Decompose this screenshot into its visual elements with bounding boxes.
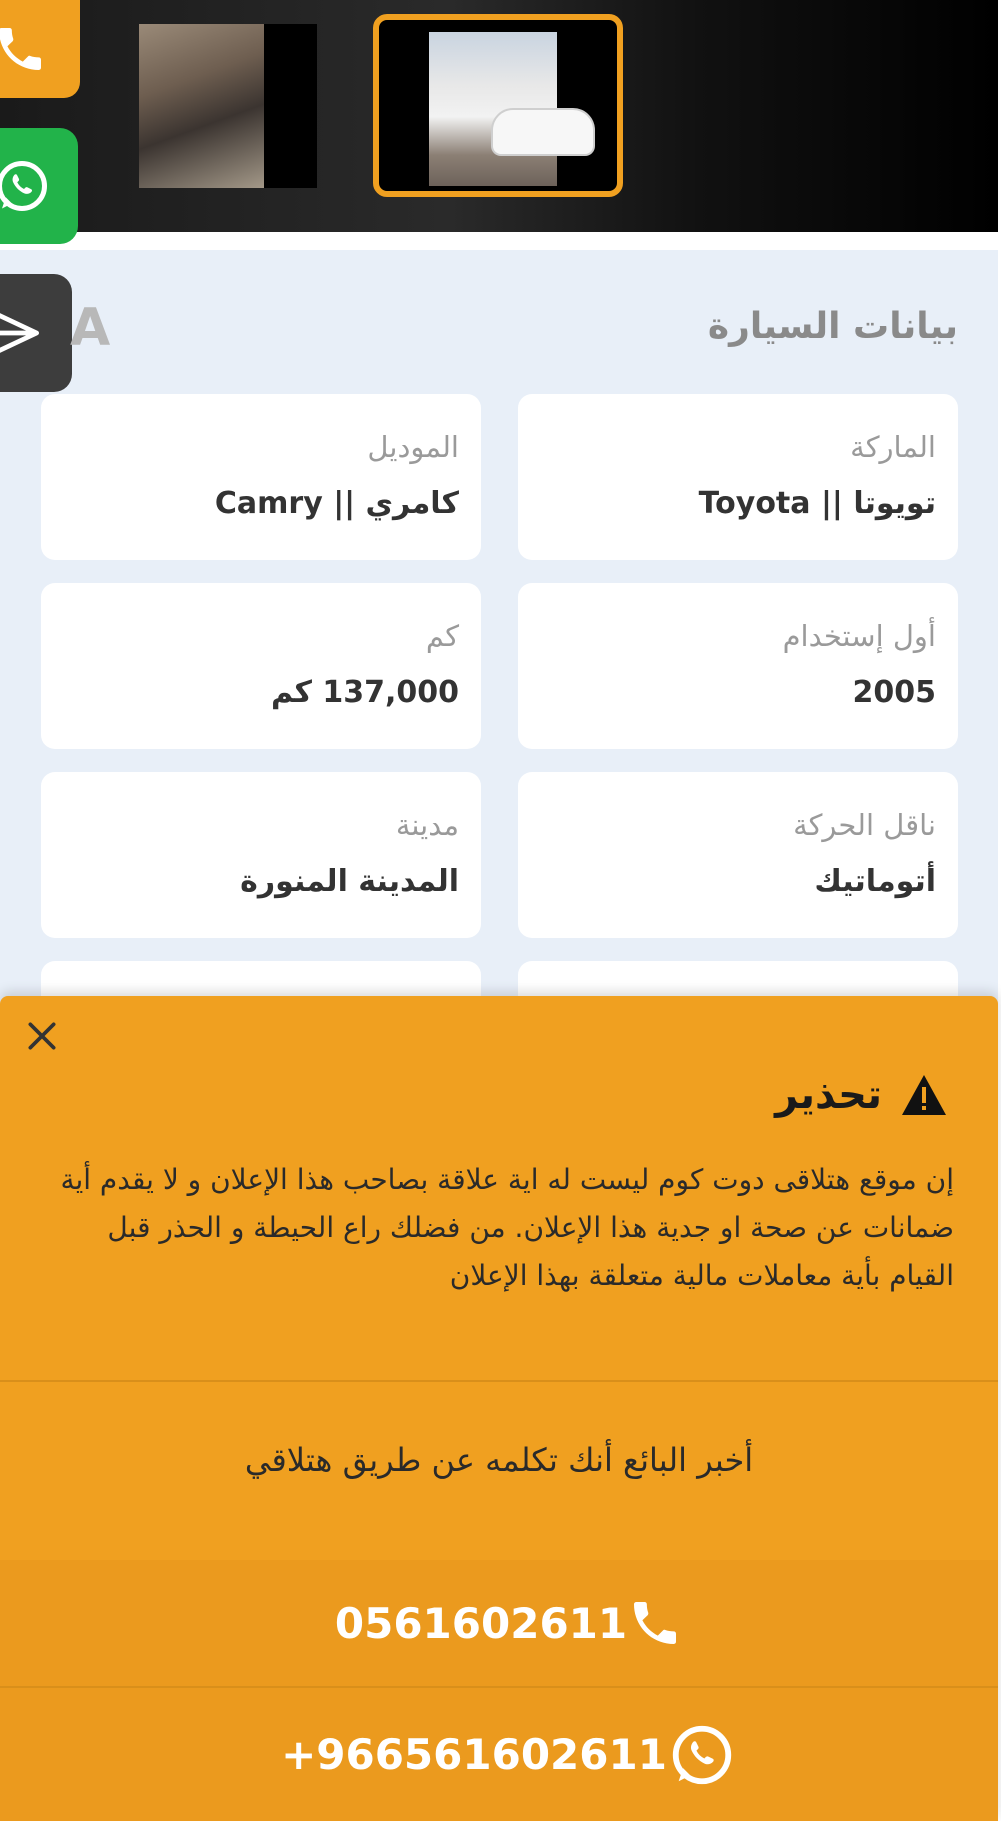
gallery-thumbnail[interactable] (139, 24, 317, 188)
font-size-label: A (70, 298, 111, 358)
spec-label: مدينة (395, 808, 459, 842)
whatsapp-contact-button[interactable] (0, 1688, 998, 1821)
spec-value: تويوتا || Toyota (698, 486, 936, 521)
warning-sheet (0, 996, 998, 1821)
spec-value: أتوماتيك (814, 864, 936, 899)
divider (0, 232, 998, 250)
floating-call-button[interactable] (0, 0, 80, 98)
close-icon[interactable] (22, 1016, 62, 1056)
spec-card-city (41, 772, 481, 938)
warning-text: إن موقع هتلاقى دوت كوم ليست له اية علاقة بصاحب هذا الإعلان و لا يقدم أية ضمانات عن صحة او جدية هذا الإعلان. من فضلك راع الحيطة و الحذر قبل القيام بأية معاملات مالية متعلقة بهذا الإعلان (60, 1163, 954, 1292)
call-phone-button[interactable] (0, 1560, 998, 1686)
spec-card-make (518, 394, 958, 560)
phone-icon (627, 1595, 683, 1651)
spec-value: 2005 (852, 675, 936, 710)
gallery-thumbnail-selected[interactable] (373, 14, 623, 197)
spec-label: الماركة (850, 430, 936, 464)
whatsapp-number: +966561602611 (281, 1730, 667, 1779)
spec-label: أول إستخدام (782, 619, 936, 653)
whatsapp-icon (667, 1720, 737, 1790)
spec-card-model (41, 394, 481, 560)
whatsapp-icon (0, 156, 52, 216)
divider (0, 1380, 998, 1382)
spec-label: ناقل الحركة (793, 808, 936, 842)
thumbnail-image (139, 24, 264, 188)
floating-share-button[interactable] (0, 274, 72, 392)
spec-value: المدينة المنورة (240, 864, 459, 899)
phone-icon (0, 21, 48, 77)
spec-card-transmission (518, 772, 958, 938)
tell-seller-note: أخبر البائع أنك تكلمه عن طريق هتلاقي (244, 1441, 754, 1479)
section-title: بيانات السيارة (707, 306, 958, 347)
phone-number: 0561602611 (334, 1598, 628, 1648)
image-gallery (0, 0, 998, 232)
warning-header (775, 1072, 948, 1118)
thumbnail-image (429, 32, 557, 186)
spec-label: الموديل (367, 430, 459, 464)
spec-value: كامري || Camry (214, 486, 459, 521)
spec-card-first-use (518, 583, 958, 749)
spec-card-mileage (41, 583, 481, 749)
car-image (493, 110, 593, 154)
warning-title: تحذير (775, 1072, 882, 1118)
floating-whatsapp-button[interactable] (0, 128, 78, 244)
font-size-control[interactable] (70, 298, 110, 358)
share-icon (0, 305, 46, 361)
warning-icon (900, 1073, 948, 1117)
spec-value: 137,000 كم (270, 675, 459, 710)
spec-label: كم (425, 619, 459, 653)
